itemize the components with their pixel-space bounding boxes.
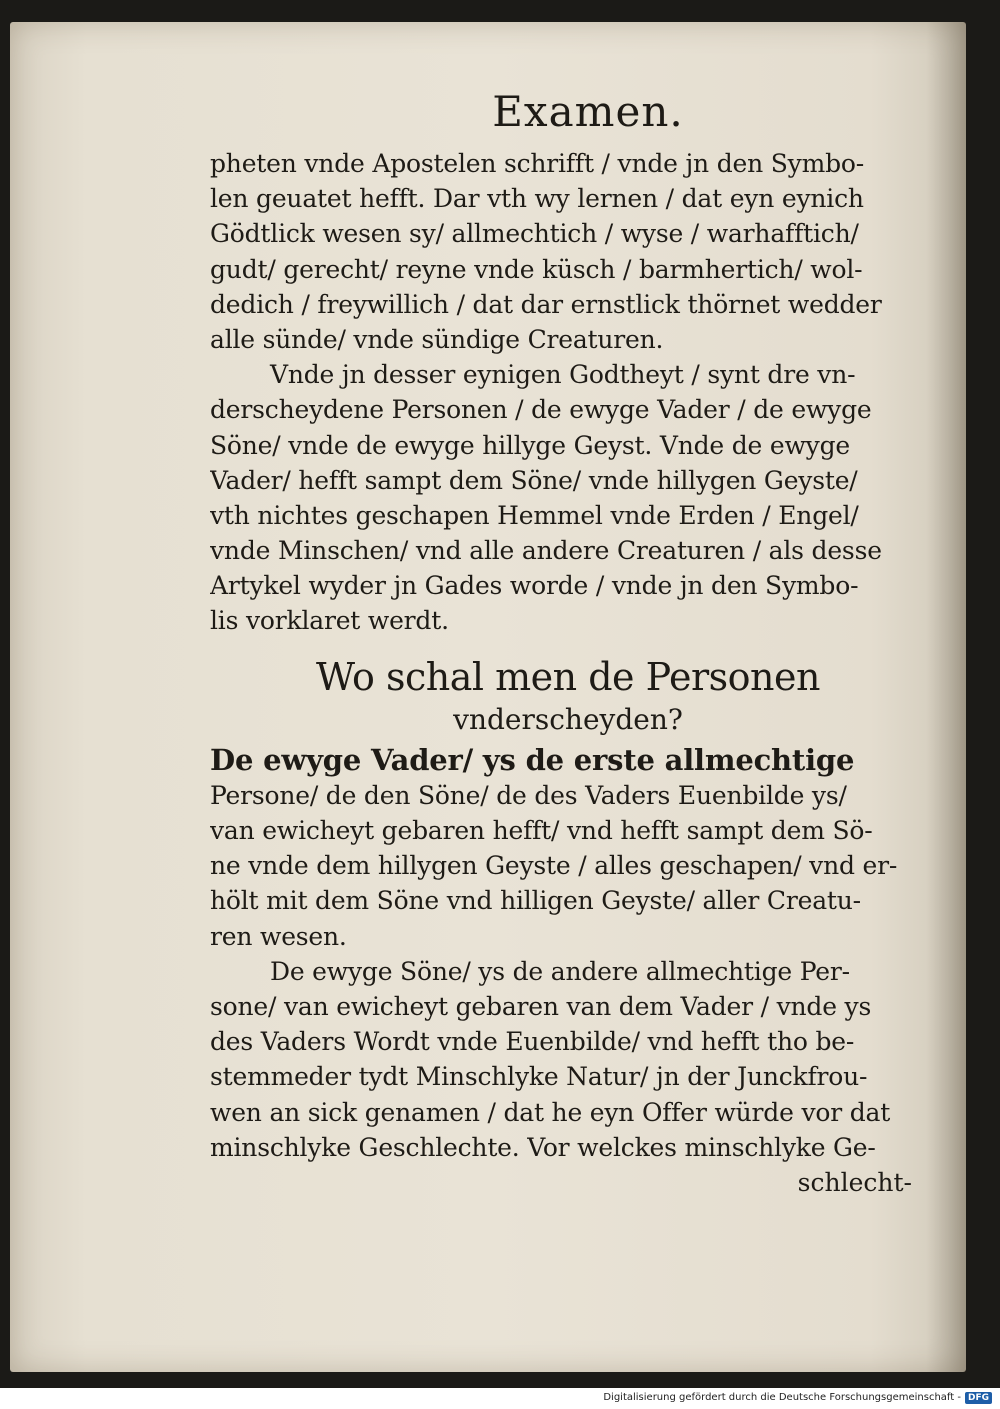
- text-line: Vader/ hefft sampt dem Söne/ vnde hillygen Geyste/: [210, 465, 858, 495]
- text-line: len geuatet hefft. Dar vth wy lernen / dat eyn eynich: [210, 184, 864, 214]
- paragraph-block-2: [210, 743, 926, 1165]
- text-line: sone/ van ewicheyt gebaren van dem Vader / vnde ys: [210, 991, 872, 1021]
- section-heading: Wo schal men de Personen: [316, 654, 820, 699]
- text-line-lead: De ewyge Vader/ ys de erste allmechtige: [210, 742, 855, 777]
- running-head: Examen.: [492, 87, 684, 136]
- text-line: vth nichtes geschapen Hemmel vnde Erden / Engel/: [210, 500, 859, 530]
- text-line: ren wesen.: [210, 921, 347, 951]
- text-line: derscheydene Personen / de ewyge Vader / de ewyge: [210, 395, 872, 425]
- text-line: gudt/ gerecht/ reyne vnde küsch / barmhertich/ wol-: [210, 254, 863, 284]
- text-line: vnde Minschen/ vnd alle andere Creaturen / als desse: [210, 536, 882, 566]
- text-line: dedich / freywillich / dat dar ernstlick thörnet wedder: [210, 289, 882, 319]
- text-line: pheten vnde Apostelen schrifft / vnde jn den Symbo-: [210, 149, 864, 178]
- catchword: schlecht-: [797, 1167, 912, 1197]
- text-block: [210, 82, 926, 1200]
- text-line: lis vorklaret werdt.: [210, 606, 449, 636]
- text-line: ne vnde dem hillygen Geyste / alles geschapen/ vnd er-: [210, 851, 898, 881]
- text-line: Gödtlick wesen sy/ allmechtich / wyse / warhafftich/: [210, 219, 859, 249]
- text-line: Vnde jn desser eynigen Godtheyt / synt dre vn-: [270, 360, 856, 390]
- dfg-logo-icon: DFG: [965, 1392, 992, 1404]
- text-line: Persone/ de den Söne/ de des Vaders Euenbilde ys/: [210, 780, 847, 810]
- paragraph-block-1: [210, 146, 926, 639]
- text-line: De ewyge Söne/ ys de andere allmechtige Per-: [270, 956, 850, 986]
- text-line: Söne/ vnde de ewyge hillyge Geyst. Vnde de ewyge: [210, 430, 850, 460]
- text-line: hölt mit dem Söne vnd hilligen Geyste/ aller Creatu-: [210, 886, 861, 916]
- text-line: alle sünde/ vnde sündige Creaturen.: [210, 324, 664, 354]
- text-line: Artykel wyder jn Gades worde / vnde jn den Symbo-: [210, 571, 859, 601]
- section-subheading: vnderscheyden?: [453, 702, 683, 736]
- text-line: van ewicheyt gebaren hefft/ vnd hefft sampt dem Sö-: [210, 816, 873, 845]
- text-line: stemmeder tydt Minschlyke Natur/ jn der Junckfrou-: [210, 1062, 868, 1092]
- text-line: minschlyke Geschlechte. Vor welckes minschlyke Ge-: [210, 1132, 876, 1162]
- text-line: des Vaders Wordt vnde Euenbilde/ vnd hefft tho be-: [210, 1027, 855, 1057]
- digitization-footer: [0, 1388, 1000, 1408]
- book-page: [10, 22, 966, 1372]
- page-edge-shadow: [926, 22, 966, 1372]
- text-line: wen an sick genamen / dat he eyn Offer würde vor dat: [210, 1097, 891, 1127]
- footer-credit: Digitalisierung gefördert durch die Deutsche Forschungsgemeinschaft -: [603, 1392, 961, 1403]
